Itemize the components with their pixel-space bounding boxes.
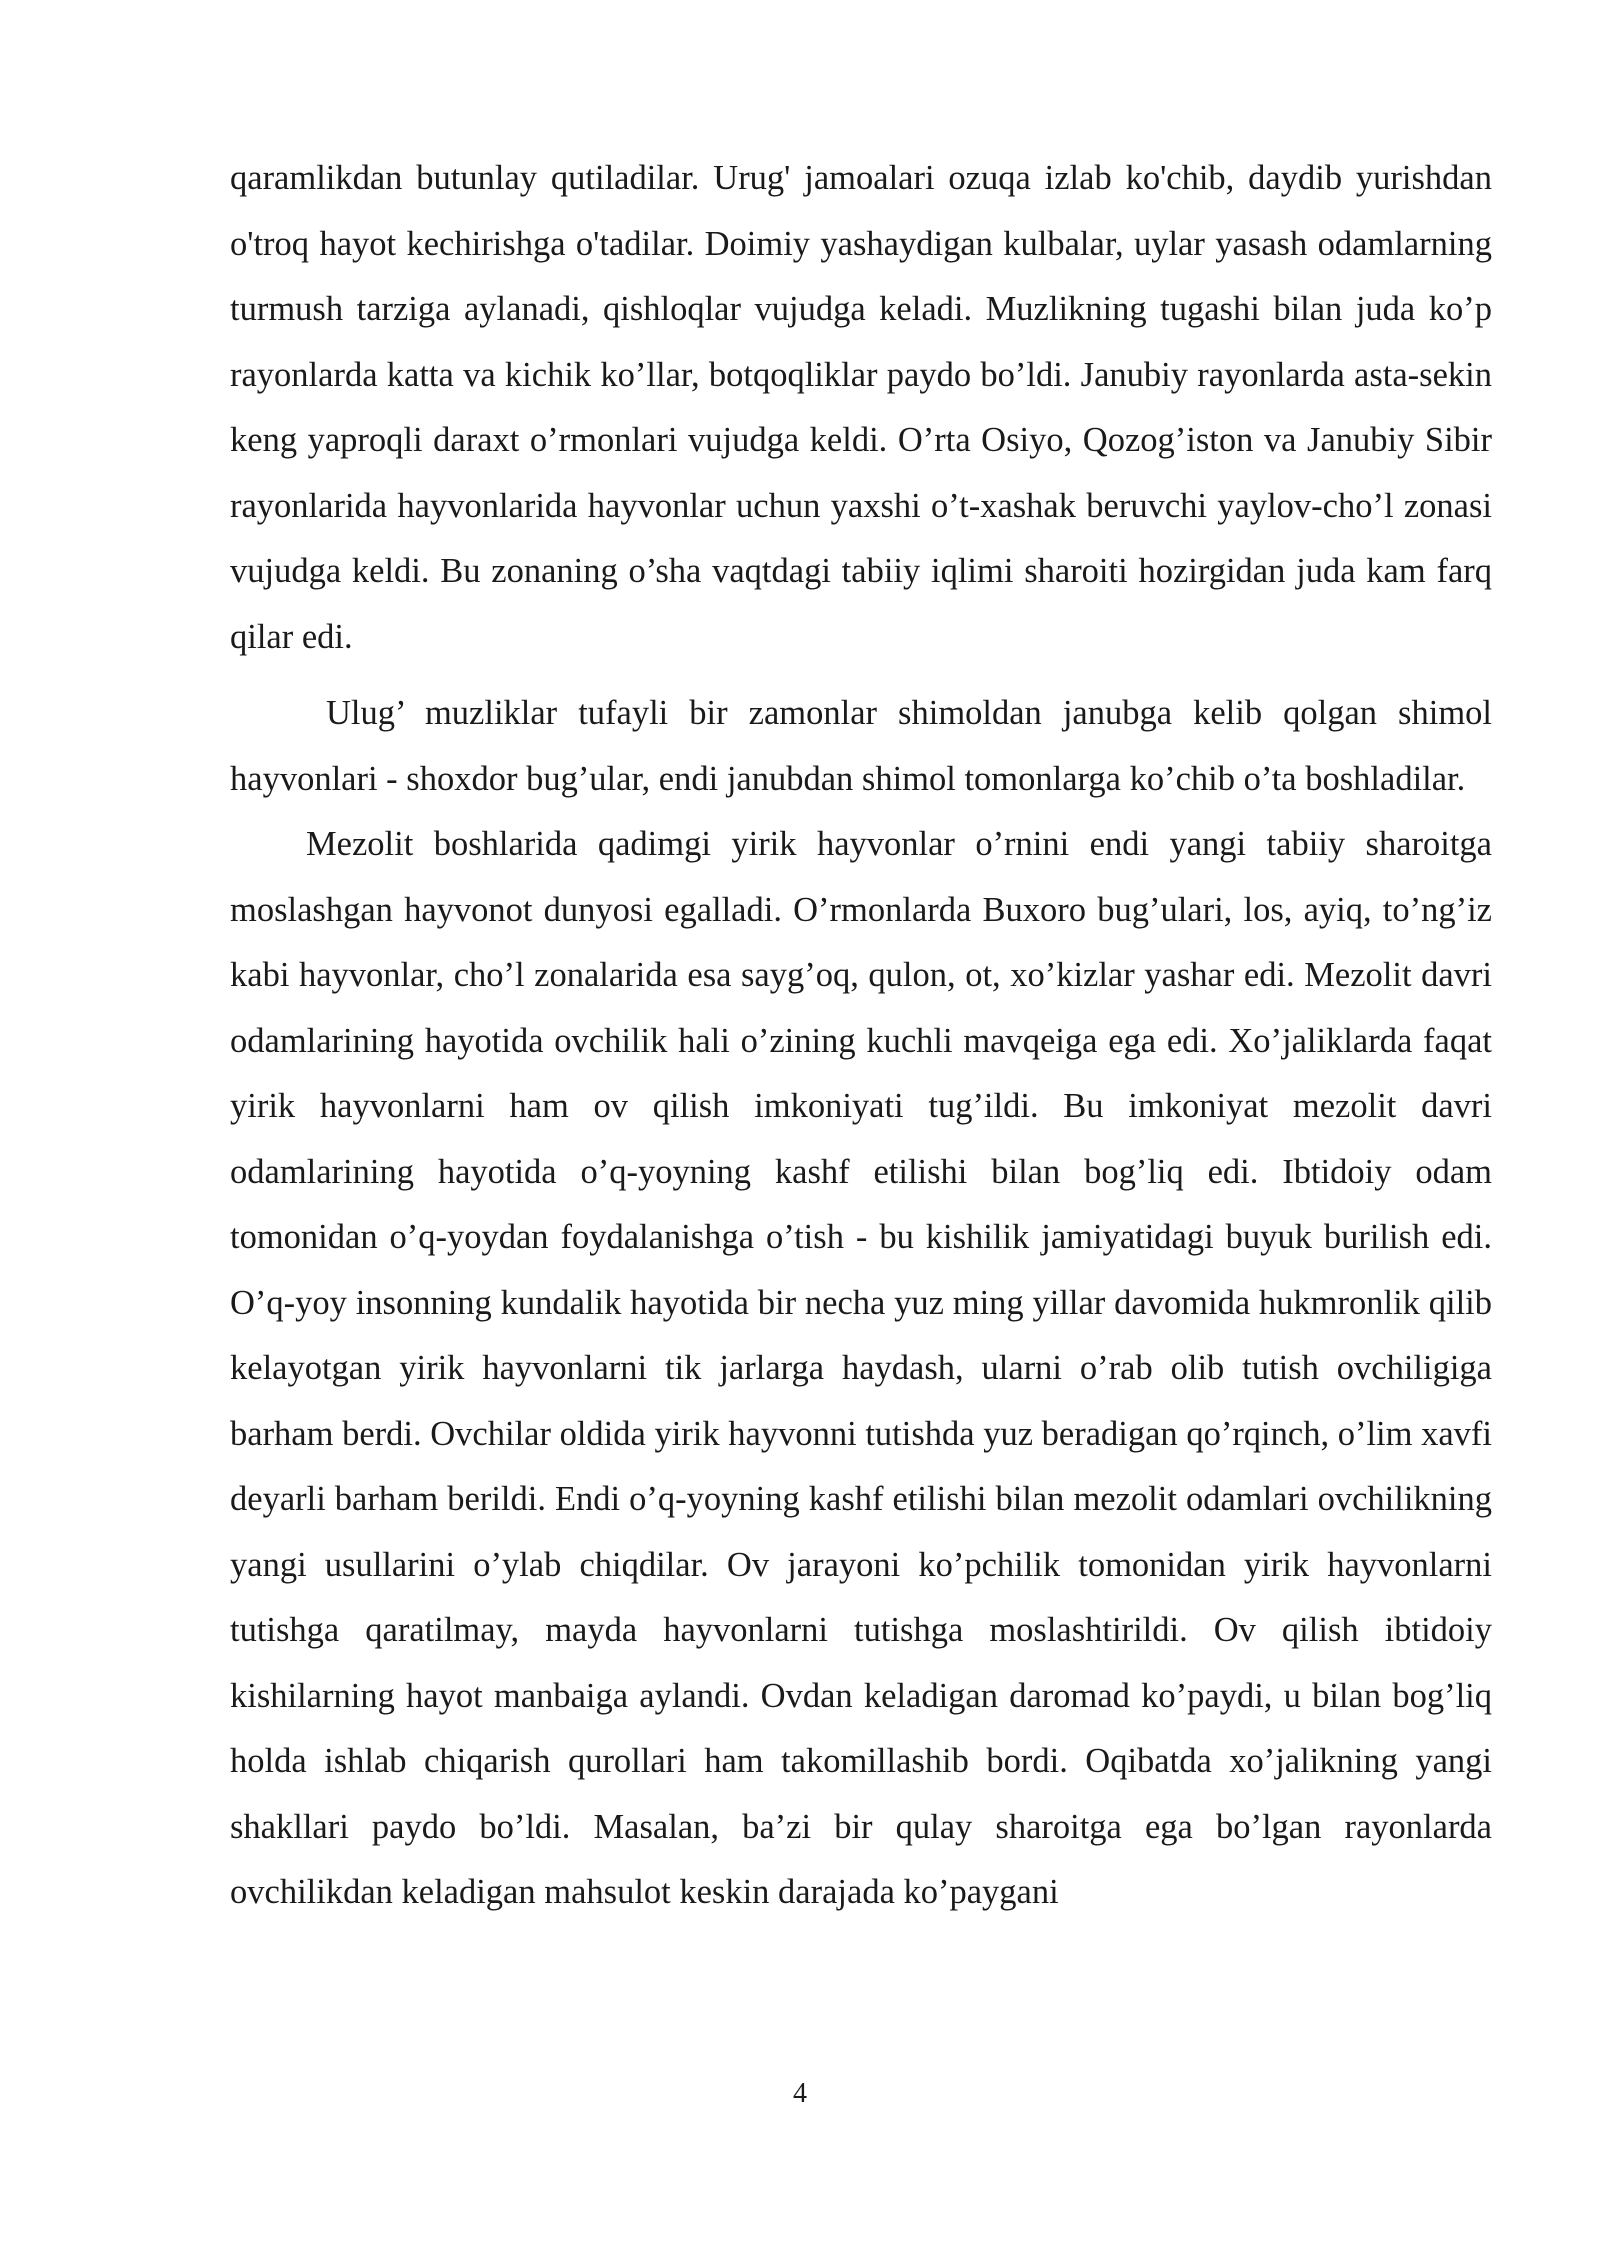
paragraph-1: qaramlikdan butunlay qutiladilar. Urug' jamoalari ozuqa izlab ko'chib, daydib yurishdan o'troq hayot kechirishga o'tadilar. Doimiy yashaydigan kulbalar, uylar yasash odamlarning turmush tarziga aylanadi, qishloqlar vujudga keladi. Muzlikning tugashi bilan juda ko’p rayonlarda katta va kichik ko’llar, botqoqliklar paydo bo’ldi. Janubiy rayonlarda asta-sekin keng yaproqli daraxt o’rmonlari vujudga keldi. O’rta Osiyo, Qozog’iston va Janubiy Sibir rayonlarida hayvonlarida hayvonlar uchun yaxshi o’t-xashak beruvchi yaylov-cho’l zonasi vujudga keldi. Bu zonaning o’sha vaqtdagi tabiiy iqlimi sharoiti hozirgidan juda kam farq qilar edi.: [230, 159, 1492, 656]
paragraph-3: Mezolit boshlarida qadimgi yirik hayvonlar o’rnini endi yangi tabiiy sharoitga moslashgan hayvonot dunyosi egalladi. O’rmonlarda Buxoro bug’ulari, los, ayiq, to’ng’iz kabi hayvonlar, cho’l zonalarida esa sayg’oq, qulon, ot, xo’kizlar yashar edi. Mezolit davri odamlarining hayotida ovchilik hali o’zining kuchli mavqeiga ega edi. Xo’jaliklarda faqat yirik hayvonlarni ham ov qilish imkoniyati tug’ildi. Bu imkoniyat mezolit davri odamlarining hayotida o’q-yoyning kashf etilishi bilan bog’liq edi. Ibtidoiy odam tomonidan o’q-yoydan foydalanishga o’tish - bu kishilik jamiyatidagi buyuk burilish edi. O’q-yoy insonning kundalik hayotida bir necha yuz ming yillar davomida hukmronlik qilib kelayotgan yirik hayvonlarni tik jarlarga haydash, ularni o’rab olib tutish ovchiligiga barham berdi. Ovchilar oldida yirik hayvonni tutishda yuz beradigan qo’rqinch, o’lim xavfi deyarli barham berildi. Endi o’q-yoyning kashf etilishi bilan mezolit odamlari ovchilikning yangi usullarini o’ylab chiqdilar. Ov jarayoni ko’pchilik tomonidan yirik hayvonlarni tutishga qaratilmay, mayda hayvonlarni tutishga moslashtirildi. Ov qilish ibtidoiy kishilarning hayot manbaiga aylandi. Ovdan keladigan daromad ko’paydi, u bilan bog’liq holda ishlab chiqarish qurollari ham takomillashib bordi. Oqibatda xo’jalikning yangi shakllari paydo bo’ldi. Masalan, ba’zi bir qulay sharoitga ega bo’lgan rayonlarda ovchilikdan keladigan mahsulot keskin darajada ko’paygani: [230, 825, 1492, 1911]
body-text: [230, 146, 1492, 1926]
page-number: 4: [793, 2078, 807, 2109]
paragraph-2: Ulug’ muzliklar tufayli bir zamonlar shimoldan janubga kelib qolgan shimol hayvonlari - shoxdor bug’ular, endi janubdan shimol tomonlarga ko’chib o’ta boshladilar.: [230, 694, 1492, 798]
